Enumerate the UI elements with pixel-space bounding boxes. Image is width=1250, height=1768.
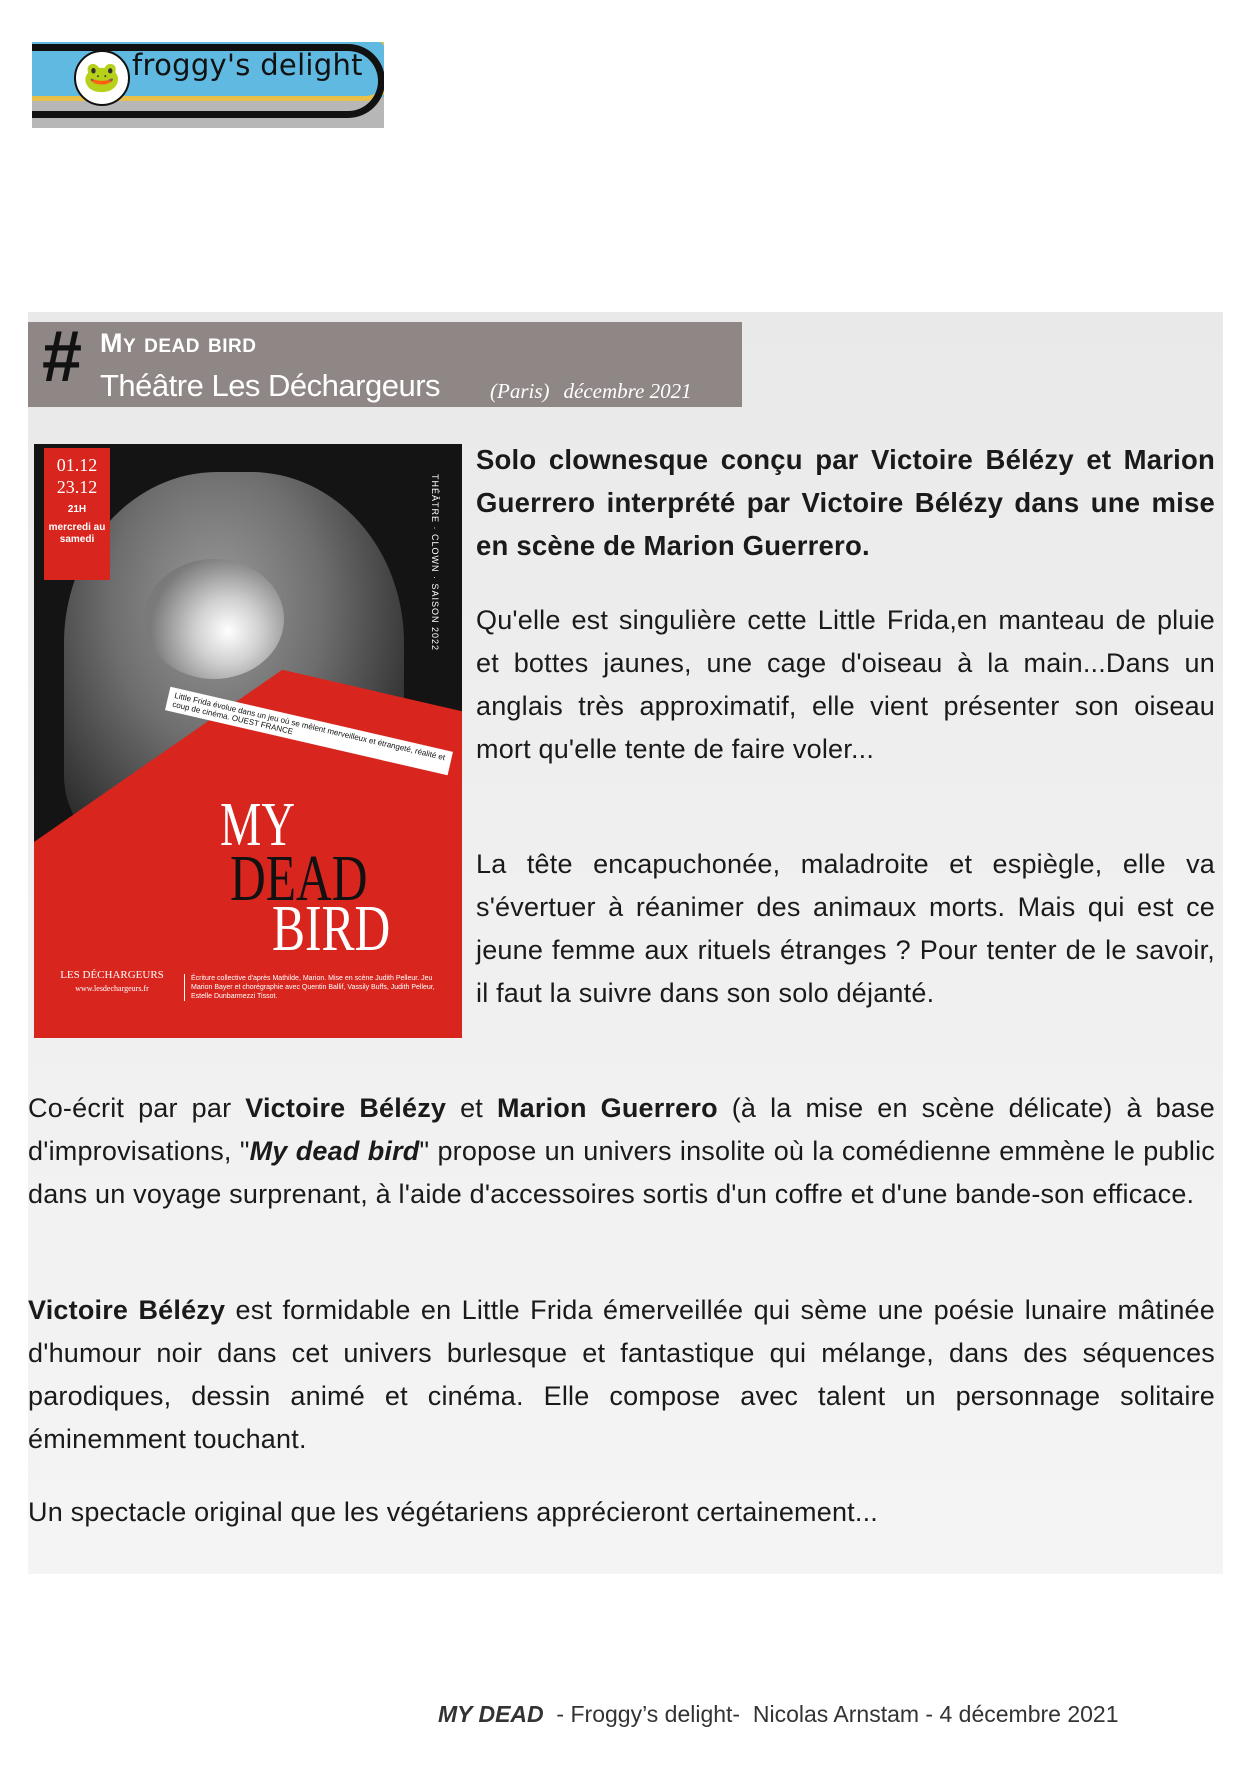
author-name: Victoire Bélézy	[245, 1093, 447, 1123]
page-footer	[438, 1701, 1119, 1728]
show-title: My dead bird	[100, 328, 257, 358]
poster-date-box	[44, 448, 110, 580]
logo-text: froggy's delight	[132, 48, 363, 82]
poster-days: mercredi au samedi	[48, 522, 106, 545]
poster-title-my: MY	[220, 791, 295, 859]
froggys-delight-logo[interactable]	[32, 42, 384, 128]
article-paragraph-4	[28, 1289, 1215, 1461]
text: et	[446, 1093, 497, 1123]
poster-venue-logo	[52, 969, 172, 995]
text: " propose un univers insolite où la comédienne emmène le public dans un voyage surprenant, à l'aide d'accessoires sortis d'un coffre et d'une bande-son efficace.	[28, 1136, 1215, 1209]
poster-credits: Écriture collective d'après Mathilde, Marion. Mise en scène Judith Pelleur. Jeu Marion Bayer et chorégraphie avec Quentin Ballif, Vassily Buffs, Judith Pelleur, Estelle Dunbarmezzi Tissot.	[184, 974, 451, 1001]
poster-title-dead: DEAD	[230, 842, 368, 915]
header-meta	[490, 379, 706, 404]
text: est formidable en Little Frida émerveillée qui sème une poésie lunaire mâtinée d'humour noir dans cet univers burlesque et fantastique qui mélange, dans des séquences parodiques, dessin animé et cinéma. Elle compose avec talent un personnage solitaire éminemment touchant.	[28, 1295, 1215, 1454]
poster-side-text: THÉÂTRE · CLOWN · SAISON 2022	[430, 474, 440, 652]
article-paragraph-3	[28, 1087, 1215, 1216]
city: (Paris)	[490, 379, 550, 403]
text: (à la mise en scène délicate) à base d'improvisations, "	[28, 1093, 1215, 1166]
text: Co-écrit par par	[28, 1093, 246, 1123]
poster-venue-site: www.lesdechargeurs.fr	[75, 984, 149, 993]
poster-date-end: 23.12	[56, 477, 98, 497]
poster-face	[144, 559, 284, 679]
footer-title: MY DEAD	[438, 1701, 544, 1727]
article-header	[28, 317, 742, 407]
show-title-inline: My dead bird	[249, 1136, 420, 1166]
poster-quote: Little Frida évolue dans un jeu où se mêlent merveilleux et étrangeté, réalité et coup de cinéma. OUEST FRANCE	[165, 687, 453, 776]
article-paragraph-2: La tête encapuchonée, maladroite et espiègle, elle va s'évertuer à réanimer des animaux morts. Mais qui est ce jeune femme aux rituels étranges ? Pour tenter de le savoir, il faut la suivre dans son solo déjanté.	[476, 849, 1215, 1008]
hash-icon: #	[42, 317, 83, 397]
frog-icon: 🐸	[74, 50, 130, 106]
show-date: décembre 2021	[563, 379, 692, 403]
footer-credit: - Froggy’s delight- Nicolas Arnstam - 4 décembre 2021	[543, 1701, 1119, 1727]
poster-date-start: 01.12	[56, 455, 98, 475]
poster-title-bird: BIRD	[272, 892, 391, 965]
poster-venue-name: LES DÉCHARGEURS	[60, 969, 164, 981]
poster-time: 21H	[67, 504, 87, 515]
article-paragraph-1: Qu'elle est singulière cette Little Frida,en manteau de pluie et bottes jaunes, une cage d'oiseau à la main...Dans un anglais très approximatif, elle vient présenter son oiseau mort qu'elle tente de faire voler...	[476, 605, 1215, 764]
article-paragraph-5: Un spectacle original que les végétariens apprécieront certainement...	[28, 1497, 878, 1527]
show-poster	[34, 444, 462, 1038]
article-lead: Solo clownesque conçu par Victoire Bélézy et Marion Guerrero interprété par Victoire Bélézy dans une mise en scène de Marion Guerrero.	[476, 444, 1215, 561]
performer-name: Victoire Bélézy	[28, 1295, 226, 1325]
article	[28, 312, 1223, 1574]
director-name: Marion Guerrero	[496, 1093, 718, 1123]
venue-name: Théâtre Les Déchargeurs	[100, 368, 441, 403]
